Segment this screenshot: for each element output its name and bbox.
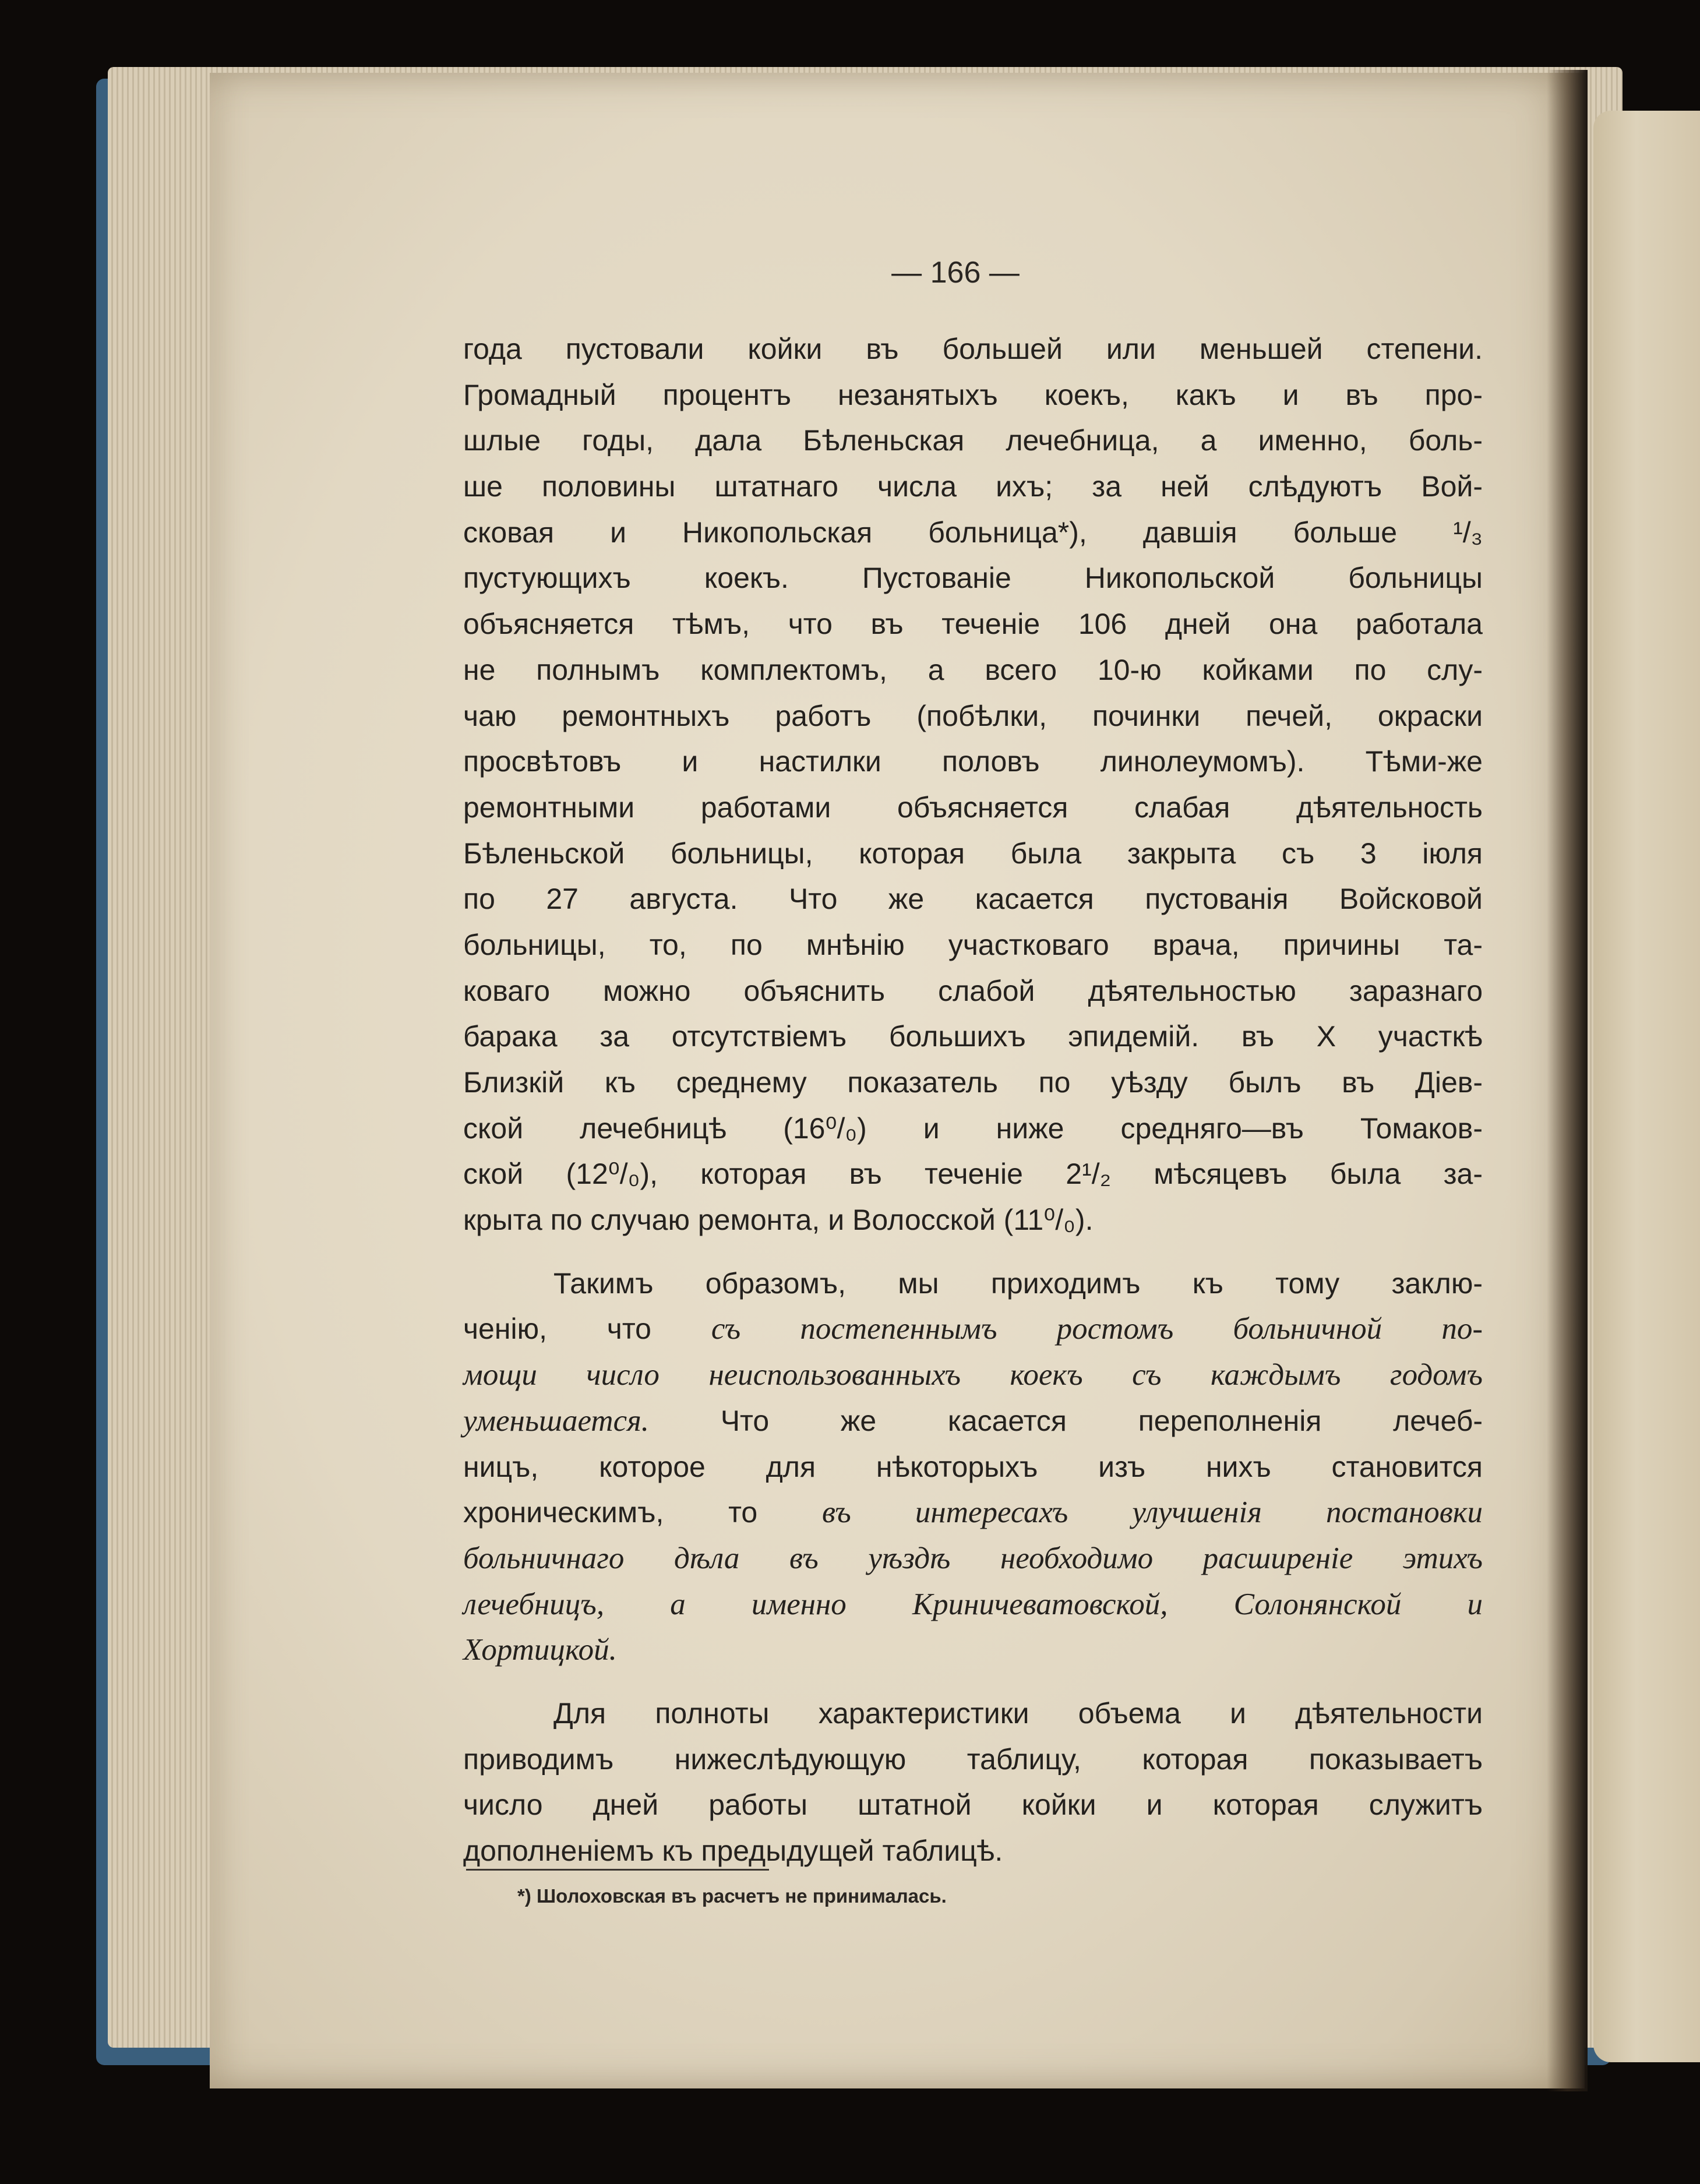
text-line: барака за отсутствіемъ большихъ эпидемій. въ X участкѣ bbox=[463, 1020, 1483, 1053]
text-line: не полнымъ комплектомъ, а всего 10-ю койками по слу- bbox=[463, 653, 1483, 686]
footnote: *) Шолоховская въ расчетъ не принималась. bbox=[517, 1885, 947, 1907]
text-line: просвѣтовъ и настилки половъ линолеумомъ). Тѣми-же bbox=[463, 745, 1483, 778]
page-number: — 166 — bbox=[891, 256, 1020, 290]
text-line: чаю ремонтныхъ работъ (побѣлки, починки печей, окраски bbox=[463, 699, 1483, 732]
plain-text: хроническимъ, то bbox=[463, 1496, 822, 1529]
paragraph-2 bbox=[463, 1261, 1483, 1673]
text-line: ремонтными работами объясняется слабая дѣятельность bbox=[463, 791, 1483, 824]
facing-page-edge bbox=[1593, 111, 1700, 2062]
text-line: года пустовали койки въ большей или меньшей степени. bbox=[463, 333, 1483, 365]
text-line: ше половины штатнаго числа ихъ; за ней слѣдуютъ Вой- bbox=[463, 470, 1483, 503]
text-line: Для полноты характеристики объема и дѣятельности bbox=[553, 1696, 1483, 1730]
text-line: ской лечебницѣ (16⁰/₀) и ниже средняго—въ Томаков- bbox=[463, 1112, 1483, 1145]
text-line: крыта по случаю ремонта, и Волосской (11⁰/₀). bbox=[463, 1204, 1094, 1237]
text-line: пустующихъ коекъ. Пустованіе Никопольской больницы bbox=[463, 562, 1483, 595]
text-line bbox=[463, 1398, 1483, 1444]
text-line: шлые годы, дала Бѣленьская лечебница, а именно, боль- bbox=[463, 424, 1483, 457]
text-line: объясняется тѣмъ, что въ теченіе 106 дней она работала bbox=[463, 608, 1483, 641]
plain-text: ченію, что bbox=[463, 1312, 711, 1346]
text-line bbox=[463, 1490, 1483, 1536]
book-spine-shadow bbox=[1547, 70, 1588, 2091]
italic-line: больничнаго дѣла въ уѣздѣ необходимо расширеніе этихъ bbox=[463, 1541, 1483, 1575]
paragraph-1 bbox=[463, 326, 1483, 1243]
text-line bbox=[463, 1306, 1483, 1352]
text-line: число дней работы штатной койки и которая служитъ bbox=[463, 1788, 1483, 1822]
text-line: Бѣленьской больницы, которая была закрыта съ 3 іюля bbox=[463, 837, 1483, 870]
text-line: по 27 августа. Что же касается пустованія Войсковой bbox=[463, 883, 1483, 916]
text-line: коваго можно объяснить слабой дѣятельностью заразнаго bbox=[463, 974, 1483, 1007]
text-line: дополненіемъ къ предыдущей таблицѣ. bbox=[463, 1834, 1003, 1867]
body-text bbox=[463, 326, 1483, 1874]
italic-text: въ интересахъ улучшенія постановки bbox=[822, 1495, 1483, 1530]
text-line: приводимъ нижеслѣдующую таблицу, которая показываетъ bbox=[463, 1742, 1483, 1776]
italic-line: Хортицкой. bbox=[463, 1633, 617, 1667]
text-line: Громадный процентъ незанятыхъ коекъ, какъ и въ про- bbox=[463, 378, 1483, 411]
text-line: Близкій къ среднему показатель по уѣзду былъ въ Діев- bbox=[463, 1066, 1483, 1099]
italic-line: мощи число неиспользованныхъ коекъ съ каждымъ годомъ bbox=[463, 1358, 1483, 1392]
text-line: Такимъ образомъ, мы приходимъ къ тому заклю- bbox=[553, 1266, 1483, 1300]
plain-text: Что же касается переполненія лечеб- bbox=[648, 1404, 1483, 1437]
text-line: ской (12⁰/₀), которая въ теченіе 2¹/₂ мѣсяцевъ была за- bbox=[463, 1158, 1483, 1191]
italic-text: уменьшается. bbox=[463, 1403, 649, 1438]
text-line: больницы, то, по мнѣнію участковаго врача, причины та- bbox=[463, 928, 1483, 961]
italic-text: съ постепеннымъ ростомъ больничной по- bbox=[711, 1312, 1483, 1346]
text-line: ницъ, которое для нѣкоторыхъ изъ нихъ становится bbox=[463, 1450, 1483, 1483]
paragraph-3 bbox=[463, 1691, 1483, 1874]
italic-line: лечебницъ, а именно Криничеватовской, Солонянской и bbox=[463, 1587, 1483, 1621]
text-line: сковая и Никопольская больница*), давшія больше ¹/₃ bbox=[463, 516, 1483, 549]
footnote-rule bbox=[466, 1869, 769, 1871]
